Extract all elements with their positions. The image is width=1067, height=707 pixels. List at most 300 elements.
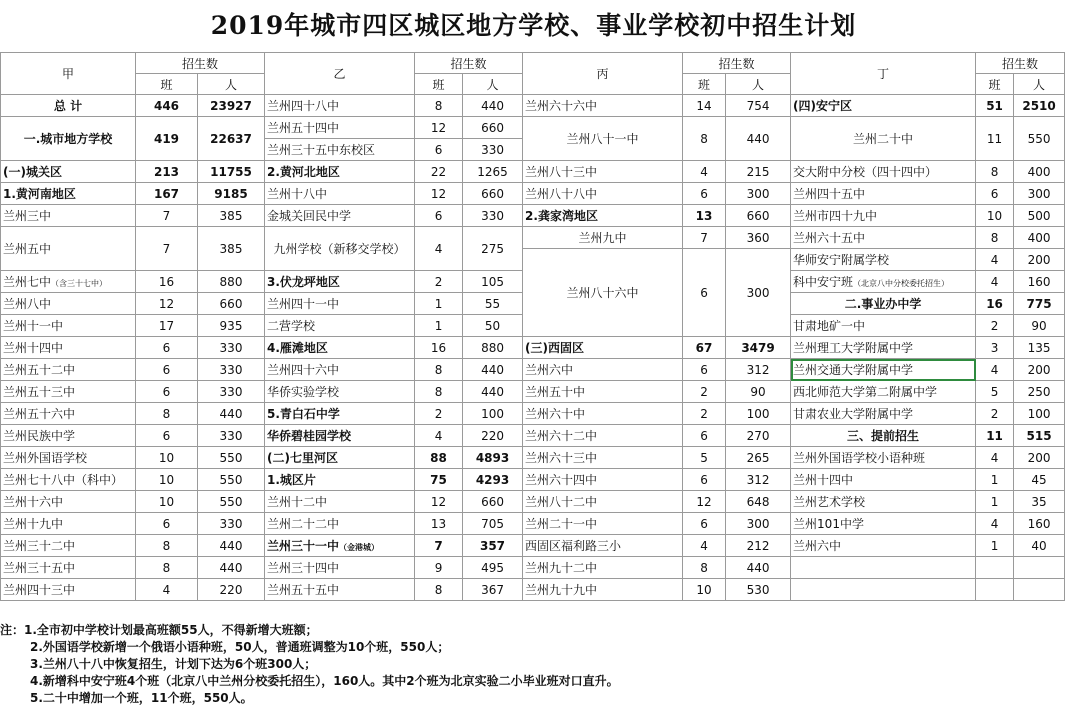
cell-name[interactable] [265,535,415,557]
table-row [1,447,1065,469]
cell-name[interactable]: 兰州101中学 [791,513,976,535]
cell-ban[interactable]: 4 [976,249,1014,271]
note-2: 2.外国语学校新增一个俄语小语种班，50人，普通班调整为10个班，550人； [30,640,450,654]
header-enroll-jia: 招生数 [136,53,265,74]
cell-name[interactable]: 兰州六十四中 [523,469,683,491]
cell-ban[interactable]: 6 [683,425,726,447]
cell-ban[interactable]: 12 [415,117,463,139]
cell-ban[interactable]: 4 [683,535,726,557]
cell-ban[interactable]: 4 [415,425,463,447]
cell-ban[interactable]: 6 [683,249,726,337]
table-row [1,95,1065,117]
cell-ban[interactable]: 4 [976,447,1014,469]
cell-ban[interactable]: 6 [683,513,726,535]
cell-ban[interactable]: 5 [683,447,726,469]
cell-name-note: （北京八中分校委托招生） [853,279,950,288]
cell-name[interactable]: 兰州四十一中 [265,293,415,315]
cell-ren[interactable]: 4293 [463,469,523,491]
cell-ren[interactable]: 22637 [198,117,265,161]
cell-name[interactable]: 兰州六十中 [523,403,683,425]
cell-ren[interactable]: 275 [463,227,523,271]
cell-ren[interactable]: 40 [1014,535,1065,557]
cell-ren[interactable]: 550 [198,447,265,469]
cell-name[interactable]: 兰州八十六中 [523,249,683,337]
cell-ban[interactable]: 8 [976,227,1014,249]
table-row [1,491,1065,513]
cell-ren[interactable]: 440 [726,117,791,161]
cell-ren[interactable]: 220 [198,579,265,601]
header-ren: 人 [726,74,791,95]
cell-name[interactable]: 兰州十九中 [1,513,136,535]
cell-ren[interactable]: 360 [726,227,791,249]
cell-name[interactable]: 兰州八十二中 [523,491,683,513]
cell-name[interactable] [791,271,976,293]
cell-name[interactable]: 兰州外国语学校 [1,447,136,469]
table-row [1,337,1065,359]
cell-ren[interactable]: 400 [1014,227,1065,249]
cell-ban[interactable]: 6 [136,381,198,403]
cell-ban[interactable]: 12 [415,491,463,513]
cell-ren[interactable]: 330 [198,425,265,447]
cell-ren[interactable]: 160 [1014,271,1065,293]
table-row [1,117,1065,139]
cell-ban[interactable]: 75 [415,469,463,491]
cell-name[interactable]: 兰州理工大学附属中学 [791,337,976,359]
cell-ban[interactable]: 12 [136,293,198,315]
cell-ren[interactable]: 385 [198,227,265,271]
cell-ban[interactable]: 7 [683,227,726,249]
cell-ren[interactable]: 440 [463,359,523,381]
cell-ban[interactable]: 8 [415,579,463,601]
cell-ban[interactable]: 8 [976,161,1014,183]
cell-ren[interactable]: 440 [198,403,265,425]
cell-ren[interactable]: 880 [463,337,523,359]
cell-ren[interactable]: 330 [198,381,265,403]
cell-ren[interactable]: 35 [1014,491,1065,513]
cell-name[interactable]: 兰州十六中 [1,491,136,513]
cell-ren[interactable]: 300 [726,513,791,535]
cell-name[interactable]: 九州学校（新移交学校） [265,227,415,271]
cell-ban[interactable]: 6 [136,337,198,359]
cell-ren[interactable]: 660 [463,183,523,205]
cell-name[interactable]: 兰州艺术学校 [791,491,976,513]
cell-name[interactable]: 兰州十二中 [265,491,415,513]
cell-ren[interactable]: 2510 [1014,95,1065,117]
cell-ban[interactable]: 419 [136,117,198,161]
cell-ban[interactable]: 2 [976,315,1014,337]
cell-ren[interactable]: 4893 [463,447,523,469]
cell-ren[interactable]: 660 [726,205,791,227]
cell-name-text: 科中安宁班 [793,275,854,289]
cell-ren[interactable]: 200 [1014,447,1065,469]
cell-ren[interactable]: 100 [726,403,791,425]
cell-ban[interactable]: 13 [683,205,726,227]
cell-ren[interactable]: 440 [198,557,265,579]
cell-name-note: （含三十七中） [51,279,108,288]
cell-name[interactable]: 二.事业办中学 [791,293,976,315]
header-ban: 班 [136,74,198,95]
cell-ban[interactable]: 7 [415,535,463,557]
cell-ren[interactable]: 265 [726,447,791,469]
cell-ren[interactable]: 212 [726,535,791,557]
cell-ban[interactable]: 8 [683,117,726,161]
cell-ban[interactable]: 8 [683,557,726,579]
cell-ren[interactable]: 160 [1014,513,1065,535]
header-enroll-bing: 招生数 [683,53,791,74]
cell-ren[interactable]: 330 [198,359,265,381]
cell-name[interactable]: 兰州五十二中 [1,359,136,381]
table-row [1,579,1065,601]
cell-name[interactable] [1,271,136,293]
cell-name[interactable]: 兰州四十八中 [265,95,415,117]
cell-ren[interactable]: 300 [726,249,791,337]
cell-name[interactable]: 华侨实验学校 [265,381,415,403]
cell-ban[interactable]: 6 [415,205,463,227]
cell-ren[interactable]: 550 [198,491,265,513]
cell-ren[interactable]: 312 [726,359,791,381]
cell-ban[interactable]: 213 [136,161,198,183]
cell-name[interactable]: 兰州民族中学 [1,425,136,447]
cell-ren[interactable]: 90 [726,381,791,403]
cell-name[interactable]: 兰州市四十九中 [791,205,976,227]
cell-ren[interactable]: 105 [463,271,523,293]
cell-ban[interactable]: 446 [136,95,198,117]
cell-ban[interactable]: 11 [976,117,1014,161]
cell-ren[interactable]: 440 [463,381,523,403]
cell-ban[interactable]: 13 [415,513,463,535]
cell-ban[interactable]: 10 [136,447,198,469]
cell-ren[interactable]: 754 [726,95,791,117]
cell-name[interactable]: 兰州六十二中 [523,425,683,447]
cell-ban[interactable]: 3 [976,337,1014,359]
cell-name-text: 兰州七中 [3,275,52,289]
note-3: 3.兰州八十八中恢复招生，计划下达为6个班300人； [30,657,317,671]
header-ban: 班 [976,74,1014,95]
cell-ban[interactable]: 6 [415,139,463,161]
cell-ban[interactable]: 10 [136,491,198,513]
cell-ban[interactable]: 1 [976,535,1014,557]
cell-ban[interactable]: 4 [976,271,1014,293]
cell-ban[interactable]: 2 [976,403,1014,425]
cell-ban[interactable]: 6 [683,359,726,381]
table-row [1,513,1065,535]
cell-ban[interactable]: 16 [136,271,198,293]
cell-ban[interactable]: 2 [415,403,463,425]
cell-ren[interactable]: 1265 [463,161,523,183]
table-row [1,469,1065,491]
cell-ren[interactable]: 357 [463,535,523,557]
cell-name[interactable]: 兰州九十九中 [523,579,683,601]
cell-ren[interactable]: 3479 [726,337,791,359]
cell-name[interactable]: 华师安宁附属学校 [791,249,976,271]
cell-name[interactable]: 兰州八十八中 [523,183,683,205]
cell-empty[interactable] [976,557,1014,579]
cell-name[interactable]: 甘肃地矿一中 [791,315,976,337]
cell-ren[interactable]: 385 [198,205,265,227]
cell-ren[interactable]: 495 [463,557,523,579]
cell-ren[interactable]: 880 [198,271,265,293]
cell-name[interactable]: 兰州六十六中 [523,95,683,117]
cell-ban[interactable]: 11 [976,425,1014,447]
header-enroll-yi: 招生数 [415,53,523,74]
cell-name[interactable]: 兰州五中 [1,227,136,271]
cell-ren[interactable]: 775 [1014,293,1065,315]
cell-empty[interactable] [791,557,976,579]
cell-name[interactable]: 兰州八十一中 [523,117,683,161]
cell-ban[interactable]: 22 [415,161,463,183]
table-row [1,161,1065,183]
cell-ban[interactable]: 8 [136,535,198,557]
header-ban: 班 [683,74,726,95]
cell-name[interactable]: 兰州五十中 [523,381,683,403]
cell-name[interactable]: 甘肃农业大学附属中学 [791,403,976,425]
cell-name[interactable]: 兰州二十一中 [523,513,683,535]
cell-ban[interactable]: 1 [976,469,1014,491]
cell-ren[interactable]: 400 [1014,161,1065,183]
cell-name[interactable]: (二)七里河区 [265,447,415,469]
cell-ban[interactable]: 1 [415,293,463,315]
cell-name[interactable]: 兰州十四中 [791,469,976,491]
cell-name[interactable]: 兰州六十三中 [523,447,683,469]
cell-ren[interactable]: 200 [1014,359,1065,381]
cell-name-selected[interactable]: 兰州交通大学附属中学 [791,359,976,381]
cell-ban[interactable]: 9 [415,557,463,579]
cell-name[interactable]: 兰州四十三中 [1,579,136,601]
cell-name[interactable]: 兰州外国语学校小语种班 [791,447,976,469]
cell-ren[interactable]: 440 [726,557,791,579]
note-4: 4.新增科中安宁班4个班（北京八中兰州分校委托招生），160人。其中2个班为北京实验二小毕业班对口直升。 [30,674,619,688]
cell-name[interactable]: (一)城关区 [1,161,136,183]
note-5: 5.二十中增加一个班，11个班，550人。 [30,691,253,705]
cell-ren[interactable]: 330 [198,513,265,535]
cell-ban[interactable]: 10 [136,469,198,491]
table-row [1,557,1065,579]
cell-name[interactable]: 兰州十四中 [1,337,136,359]
cell-name[interactable]: 西北师范大学第二附属中学 [791,381,976,403]
cell-name[interactable]: 2.龚家湾地区 [523,205,683,227]
cell-ren[interactable]: 300 [1014,183,1065,205]
cell-ban[interactable]: 8 [136,403,198,425]
cell-ren[interactable]: 660 [198,293,265,315]
cell-name[interactable]: 兰州四十六中 [265,359,415,381]
cell-name[interactable]: 兰州八中 [1,293,136,315]
cell-name[interactable]: 兰州三十五中东校区 [265,139,415,161]
cell-name[interactable]: 兰州十一中 [1,315,136,337]
cell-ban[interactable]: 8 [415,95,463,117]
cell-name[interactable]: 兰州九十二中 [523,557,683,579]
cell-name[interactable]: 二营学校 [265,315,415,337]
cell-name[interactable]: 华侨碧桂园学校 [265,425,415,447]
cell-name[interactable]: 兰州五十六中 [1,403,136,425]
cell-ren[interactable]: 660 [463,491,523,513]
cell-ren[interactable]: 648 [726,491,791,513]
cell-ban[interactable]: 4 [415,227,463,271]
cell-ban[interactable]: 88 [415,447,463,469]
cell-name[interactable]: 兰州六十五中 [791,227,976,249]
cell-name[interactable]: 兰州六中 [523,359,683,381]
cell-ren[interactable]: 550 [1014,117,1065,161]
cell-name[interactable]: 西固区福利路三小 [523,535,683,557]
cell-name[interactable]: 5.青白石中学 [265,403,415,425]
cell-ren[interactable]: 330 [463,205,523,227]
cell-name[interactable]: 金城关回民中学 [265,205,415,227]
table-row [1,227,1065,249]
cell-ban[interactable]: 6 [683,183,726,205]
cell-name[interactable]: 兰州二十中 [791,117,976,161]
cell-name[interactable]: 兰州四十五中 [791,183,976,205]
cell-ban[interactable]: 2 [415,271,463,293]
cell-ban[interactable]: 6 [136,425,198,447]
table-row [1,535,1065,557]
cell-name-text: 兰州三十一中 [267,539,340,553]
cell-name[interactable]: 一.城市地方学校 [1,117,136,161]
cell-ban[interactable]: 4 [136,579,198,601]
header-ren: 人 [198,74,265,95]
cell-empty[interactable] [976,579,1014,601]
cell-ban[interactable]: 8 [415,381,463,403]
cell-ren[interactable]: 367 [463,579,523,601]
cell-name[interactable]: 兰州二十二中 [265,513,415,535]
cell-ban[interactable]: 17 [136,315,198,337]
cell-ren[interactable]: 440 [198,535,265,557]
cell-name-note: （金港城） [339,543,380,552]
cell-ban[interactable]: 4 [976,359,1014,381]
cell-ban[interactable]: 12 [415,183,463,205]
cell-ren[interactable]: 200 [1014,249,1065,271]
table-row [1,205,1065,227]
cell-name[interactable]: 交大附中分校（四十四中） [791,161,976,183]
cell-name[interactable]: 兰州七十八中（科中） [1,469,136,491]
header-enroll-ding: 招生数 [976,53,1065,74]
cell-ban[interactable]: 1 [415,315,463,337]
cell-ren[interactable]: 55 [463,293,523,315]
cell-name[interactable]: 兰州六中 [791,535,976,557]
cell-ban[interactable]: 6 [683,469,726,491]
cell-empty[interactable] [1014,579,1065,601]
cell-ren[interactable]: 100 [463,403,523,425]
cell-ban[interactable]: 6 [976,183,1014,205]
cell-ban[interactable]: 12 [683,491,726,513]
cell-ren[interactable]: 50 [463,315,523,337]
cell-ren[interactable]: 9185 [198,183,265,205]
cell-ren[interactable]: 45 [1014,469,1065,491]
cell-empty[interactable] [791,579,976,601]
page-title: 2019年城市四区城区地方学校、事业学校初中招生计划 [210,11,857,40]
cell-ban[interactable]: 1 [976,491,1014,513]
cell-ren[interactable]: 100 [1014,403,1065,425]
cell-ren[interactable]: 530 [726,579,791,601]
cell-ban[interactable]: 10 [683,579,726,601]
cell-ban[interactable]: 4 [976,513,1014,535]
notes-block [0,622,1067,707]
cell-name[interactable]: 兰州三中 [1,205,136,227]
cell-ban[interactable]: 167 [136,183,198,205]
cell-name[interactable]: (三)西固区 [523,337,683,359]
cell-ren[interactable]: 705 [463,513,523,535]
cell-ren[interactable]: 330 [198,337,265,359]
cell-ban[interactable]: 16 [415,337,463,359]
cell-ren[interactable]: 500 [1014,205,1065,227]
cell-ren[interactable]: 515 [1014,425,1065,447]
cell-name[interactable]: 兰州三十二中 [1,535,136,557]
cell-ban[interactable]: 7 [136,227,198,271]
cell-ren[interactable]: 660 [463,117,523,139]
cell-name[interactable]: 兰州三十五中 [1,557,136,579]
cell-ren[interactable]: 300 [726,183,791,205]
cell-ren[interactable]: 23927 [198,95,265,117]
cell-ren[interactable]: 250 [1014,381,1065,403]
cell-ren[interactable]: 550 [198,469,265,491]
cell-ren[interactable]: 90 [1014,315,1065,337]
cell-ban[interactable]: 7 [136,205,198,227]
cell-ren[interactable]: 312 [726,469,791,491]
cell-ren[interactable]: 135 [1014,337,1065,359]
cell-empty[interactable] [1014,557,1065,579]
cell-ban[interactable]: 8 [415,359,463,381]
header-bing: 丙 [523,53,683,95]
cell-name[interactable]: 兰州八十三中 [523,161,683,183]
cell-ban[interactable]: 2 [683,403,726,425]
header-yi: 乙 [265,53,415,95]
table-row [1,403,1065,425]
cell-name[interactable]: 三、提前招生 [791,425,976,447]
header-ren: 人 [463,74,523,95]
cell-name[interactable]: 1.城区片 [265,469,415,491]
table-row [1,183,1065,205]
cell-ren[interactable]: 11755 [198,161,265,183]
cell-ren[interactable]: 935 [198,315,265,337]
cell-ban[interactable]: 6 [136,513,198,535]
cell-name[interactable]: 3.伏龙坪地区 [265,271,415,293]
cell-ban[interactable]: 8 [136,557,198,579]
header-ding: 丁 [791,53,976,95]
cell-ban[interactable]: 67 [683,337,726,359]
cell-ban[interactable]: 6 [136,359,198,381]
header-row-1 [1,53,1065,74]
cell-ban[interactable]: 10 [976,205,1014,227]
cell-name[interactable]: 兰州五十三中 [1,381,136,403]
cell-ren[interactable]: 270 [726,425,791,447]
cell-name[interactable]: 兰州九中 [523,227,683,249]
cell-ban[interactable]: 5 [976,381,1014,403]
cell-name[interactable]: 总 计 [1,95,136,117]
cell-ban[interactable]: 51 [976,95,1014,117]
table-row [1,381,1065,403]
cell-name[interactable]: 兰州五十四中 [265,117,415,139]
cell-ren[interactable]: 220 [463,425,523,447]
cell-ban[interactable]: 16 [976,293,1014,315]
cell-name[interactable]: 兰州十八中 [265,183,415,205]
cell-name[interactable]: 兰州三十四中 [265,557,415,579]
cell-ren[interactable]: 440 [463,95,523,117]
cell-ban[interactable]: 14 [683,95,726,117]
cell-name[interactable]: 2.黄河北地区 [265,161,415,183]
cell-ren[interactable]: 330 [463,139,523,161]
cell-ban[interactable]: 2 [683,381,726,403]
cell-ren[interactable]: 215 [726,161,791,183]
note-1: 注：1.全市初中学校计划最高班额55人，不得新增大班额； [0,623,318,637]
header-ban: 班 [415,74,463,95]
cell-name[interactable]: 4.雁滩地区 [265,337,415,359]
enrollment-table [0,52,1065,601]
cell-ban[interactable]: 4 [683,161,726,183]
table-row [1,425,1065,447]
cell-name[interactable]: (四)安宁区 [791,95,976,117]
header-jia: 甲 [1,53,136,95]
cell-name[interactable]: 1.黄河南地区 [1,183,136,205]
table-row [1,359,1065,381]
cell-name[interactable]: 兰州五十五中 [265,579,415,601]
